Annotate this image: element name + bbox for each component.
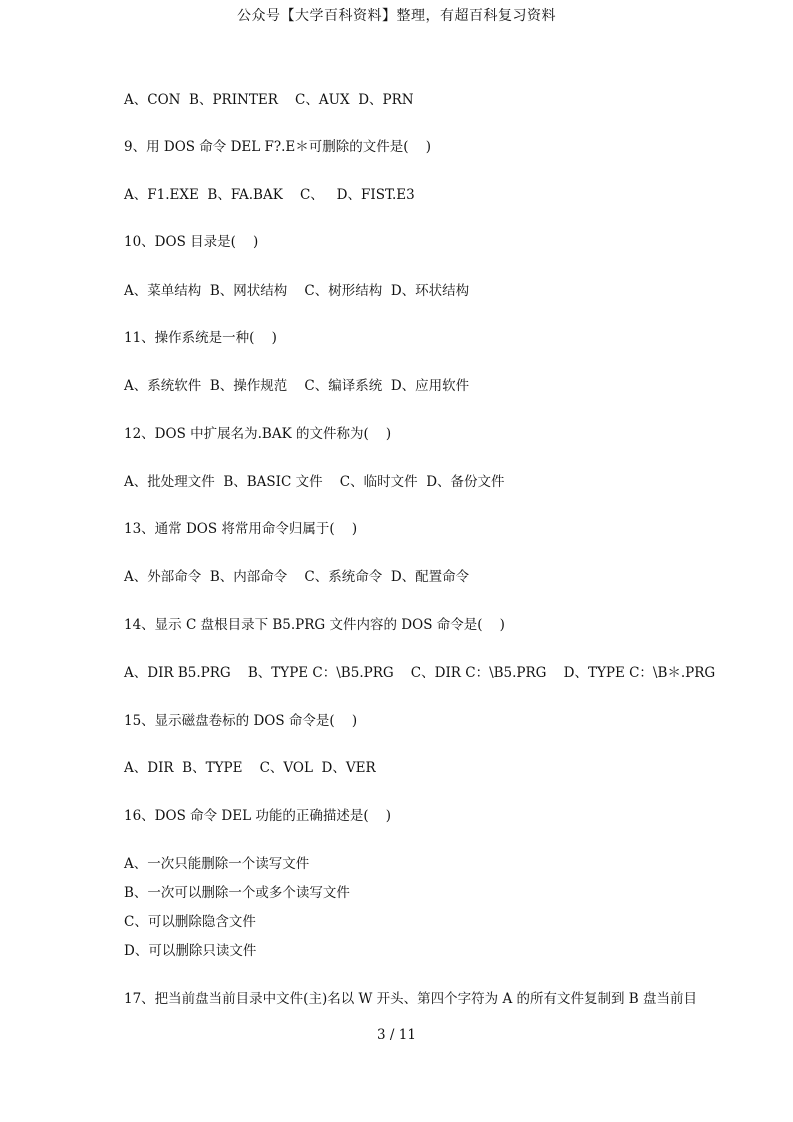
question-11: 11、操作系统是一种( ) — [124, 330, 277, 346]
option-c-q16: C、可以删除隐含文件 — [124, 914, 256, 930]
answer-options-q10: A、菜单结构 B、网状结构 C、树形结构 D、环状结构 — [124, 283, 470, 299]
answer-options-q11: A、系统软件 B、操作规范 C、编译系统 D、应用软件 — [124, 378, 470, 394]
option-d-q16: D、可以删除只读文件 — [124, 943, 257, 959]
answer-options-q13: A、外部命令 B、内部命令 C、系统命令 D、配置命令 — [124, 569, 470, 585]
question-15: 15、显示磁盘卷标的 DOS 命令是( ) — [124, 713, 358, 729]
question-12: 12、DOS 中扩展名为.BAK 的文件称为( ) — [124, 426, 392, 442]
answer-options-q12: A、批处理文件 B、BASIC 文件 C、临时文件 D、备份文件 — [124, 474, 505, 490]
question-10: 10、DOS 目录是( ) — [124, 234, 259, 250]
page-header: 公众号【大学百科资料】整理，有超百科复习资料 — [237, 8, 556, 24]
answer-options-q14: A、DIR B5.PRG B、TYPE C：\B5.PRG C、DIR C：\B5.PRG D、TYPE C：\B＊.PRG — [124, 665, 716, 681]
question-13: 13、通常 DOS 将常用命令归属于( ) — [124, 521, 358, 537]
page-number: 3 / 11 — [377, 1027, 416, 1043]
question-14: 14、显示 C 盘根目录下 B5.PRG 文件内容的 DOS 命令是( ) — [124, 617, 505, 633]
option-b-q16: B、一次可以删除一个或多个读写文件 — [124, 885, 350, 901]
question-17: 17、把当前盘当前目录中文件(主)名以 W 开头、第四个字符为 A 的所有文件复制到 B 盘当前目 — [124, 991, 698, 1007]
question-16: 16、DOS 命令 DEL 功能的正确描述是( ) — [124, 808, 392, 824]
option-a-q16: A、一次只能删除一个读写文件 — [124, 856, 310, 872]
question-9: 9、用 DOS 命令 DEL F?.E＊可删除的文件是( ) — [124, 139, 431, 155]
answer-options-q15: A、DIR B、TYPE C、VOL D、VER — [124, 760, 376, 776]
answer-options-q8: A、CON B、PRINTER C、AUX D、PRN — [124, 92, 414, 108]
answer-options-q9: A、F1.EXE B、FA.BAK C、 D、FIST.E3 — [124, 187, 415, 203]
